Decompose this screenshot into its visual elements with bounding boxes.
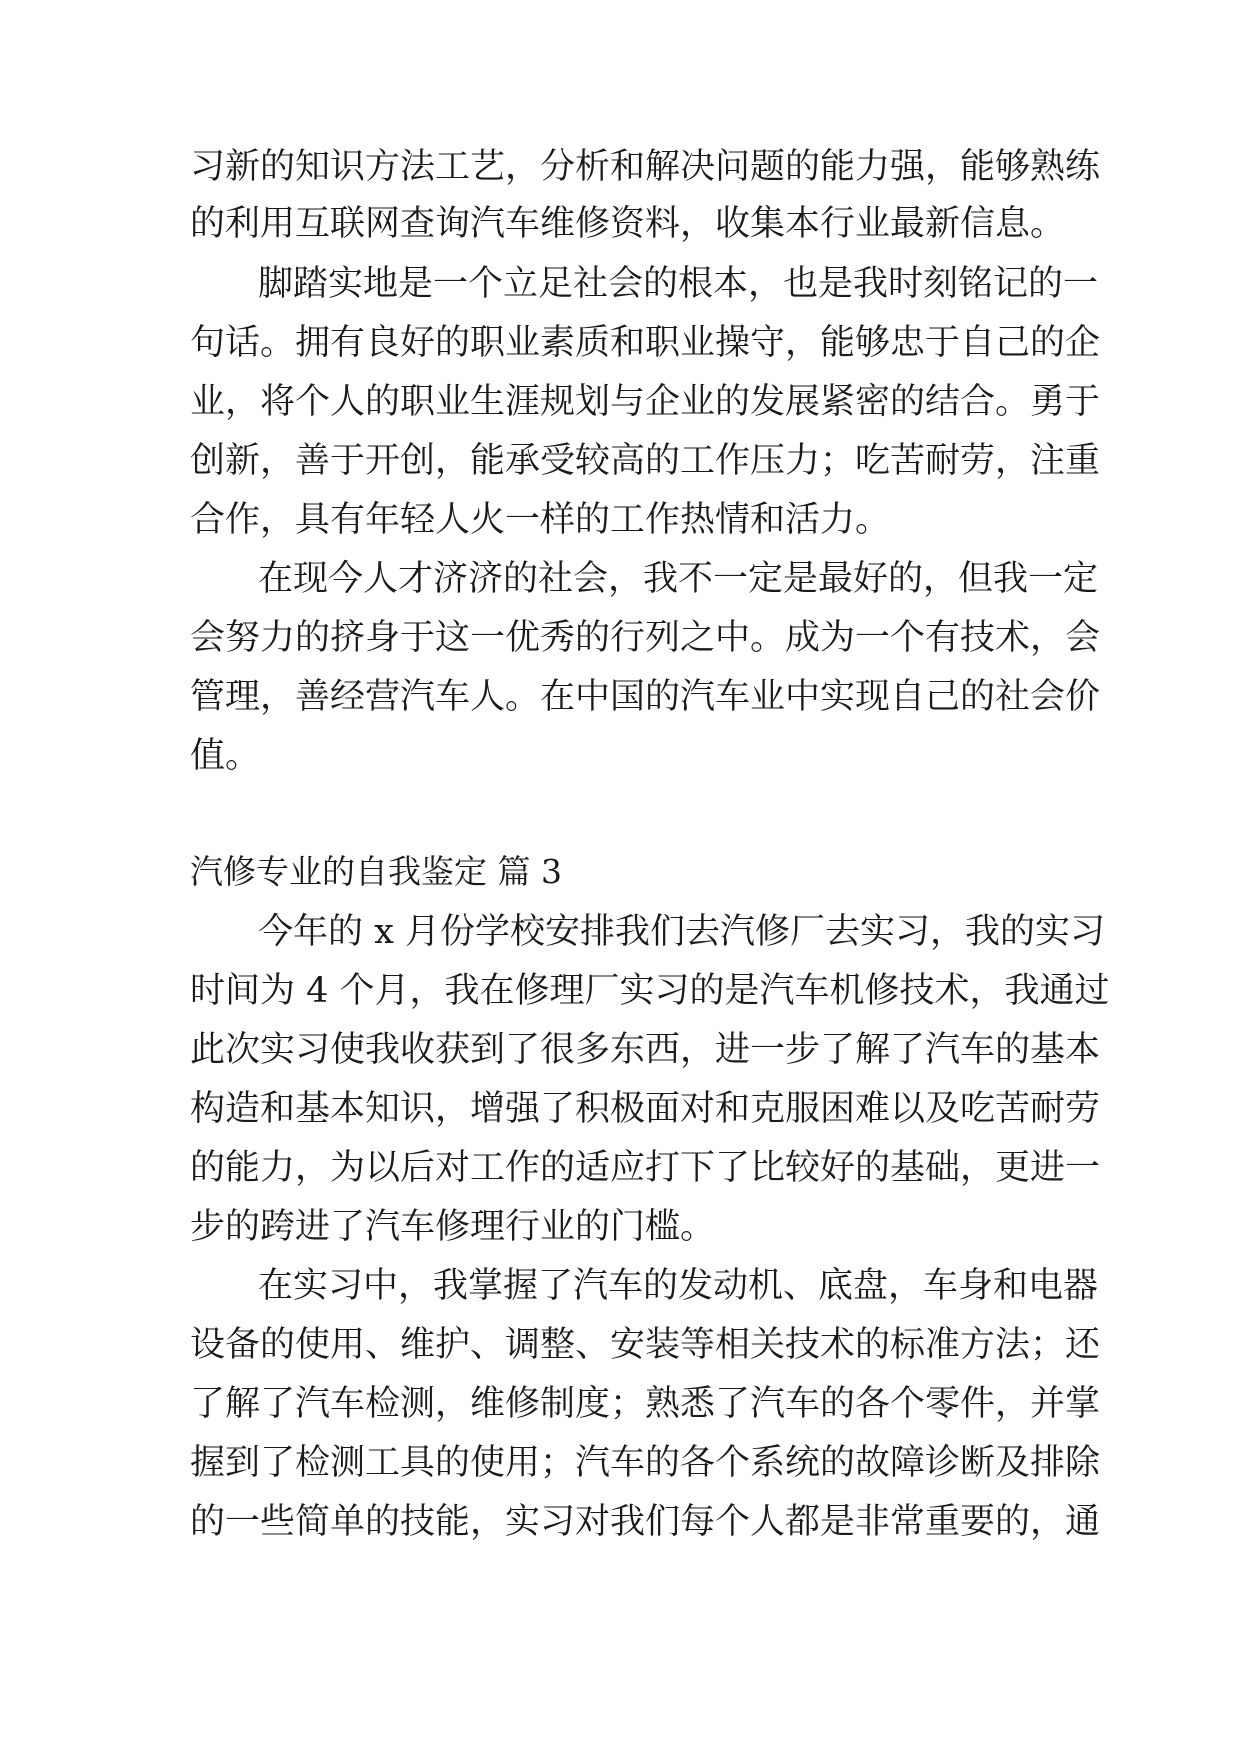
paragraph-line: 构造和基本知识，增强了积极面对和克服困难以及吃苦耐劳 [190,1089,1101,1129]
paragraph-line: 握到了检测工具的使用；汽车的各个系统的故障诊断及排除 [190,1443,1101,1483]
paragraph-line: 会努力的挤身于这一优秀的行列之中。成为一个有技术，会 [190,618,1101,658]
paragraph-line: 的利用互联网查询汽车维修资料，收集本行业最新信息。 [190,204,1066,244]
paragraph-line: 时间为 4 个月，我在修理厂实习的是汽车机修技术，我通过 [190,971,1110,1011]
paragraph-line: 此次实习使我收获到了很多东西，进一步了解了汽车的基本 [190,1030,1101,1070]
paragraph-line: 业，将个人的职业生涯规划与企业的发展紧密的结合。勇于 [190,382,1101,422]
paragraph-line: 合作，具有年轻人火一样的工作热情和活力。 [190,500,891,540]
paragraph-line: 的能力，为以后对工作的适应打下了比较好的基础，更进一 [190,1148,1101,1188]
paragraph-line: 创新，善于开创，能承受较高的工作压力；吃苦耐劳，注重 [190,441,1101,481]
paragraph-line: 设备的使用、维护、调整、安装等相关技术的标准方法；还 [190,1325,1101,1365]
paragraph-line: 了解了汽车检测，维修制度；熟悉了汽车的各个零件，并掌 [190,1384,1101,1424]
paragraph-line: 脚踏实地是一个立足社会的根本，也是我时刻铭记的一 [258,264,1099,304]
paragraph-line: 在现今人才济济的社会，我不一定是最好的，但我一定 [258,559,1099,599]
paragraph-line: 今年的 x 月份学校安排我们去汽修厂去实习，我的实习 [258,912,1105,952]
paragraph-line: 句话。拥有良好的职业素质和职业操守，能够忠于自己的企 [190,323,1101,363]
paragraph-line: 习新的知识方法工艺，分析和解决问题的能力强，能够熟练 [190,147,1101,187]
paragraph-line: 在实习中，我掌握了汽车的发动机、底盘，车身和电器 [258,1266,1099,1306]
paragraph-line: 的一些简单的技能，实习对我们每个人都是非常重要的，通 [190,1502,1101,1542]
section-heading: 汽修专业的自我鉴定 篇 3 [190,852,562,891]
paragraph-line: 步的跨进了汽车修理行业的门槛。 [190,1207,716,1247]
paragraph-line: 管理，善经营汽车人。在中国的汽车业中实现自己的社会价 [190,677,1101,717]
paragraph-line: 值。 [190,736,261,776]
